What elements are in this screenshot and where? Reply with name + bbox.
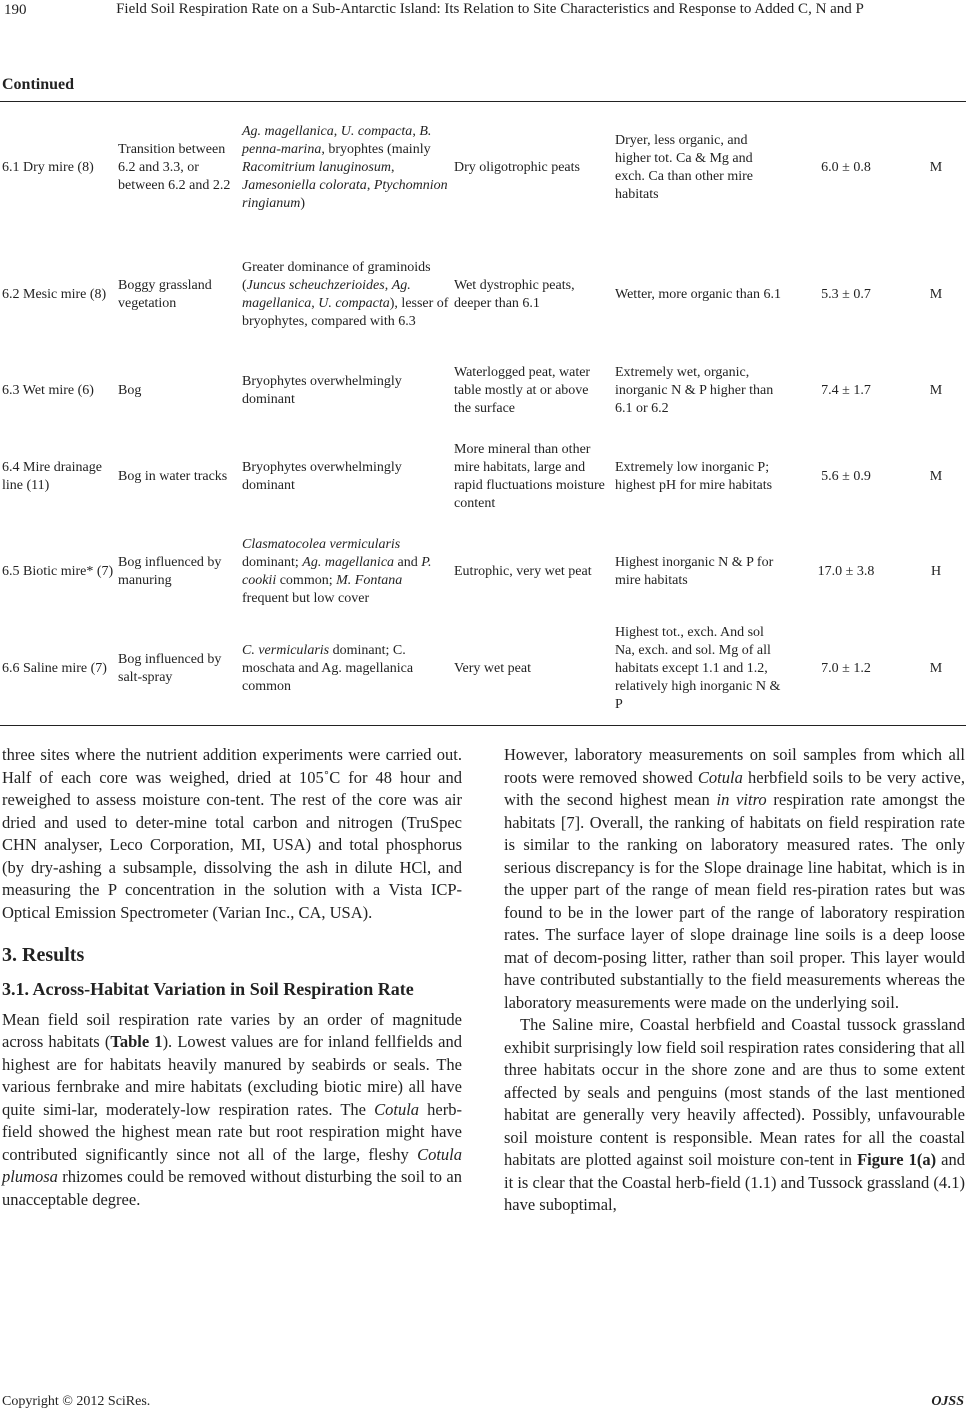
cell-vegetation: Bryophytes overwhelmingly dominant [242, 374, 402, 407]
cell-chemistry: Dryer, less organic, and higher tot. Ca & Mg and exch. Ca than other mire habitats [615, 132, 754, 202]
cell-class: M [929, 661, 943, 676]
cell-vegetation: Greater dominance of graminoids (Juncus scheuchzerioides, Ag. magellanica, U. compacta), lesser of bryophytes, compared with 6.3 [242, 260, 449, 329]
paragraph: The Saline mire, Coastal herbfield and Coastal tussock grassland exhibit surprisingly low field soil respiration rates considering that all three habitats occur in the shore zone and are thus to some extent affected by seals and penguins (most stands of the last mentioned habitat are generally very heavily affected). Possibly, unfavourable soil moisture content is responsible. Mean rates for all the coastal habitats are plotted against soil moisture con-tent in Figure 1(a) and it is clear that the Coastal herb-field (1.1) and Tussock grassland (4.1) have suboptimal, [504, 1015, 965, 1214]
table-row [0, 530, 966, 614]
cell-soil: More mineral than other mire habitats, large and rapid fluctuations moisture content [454, 442, 605, 511]
cell-vegetation: C. vermicularis dominant; C. moschata and Ag. magellanica common [242, 643, 414, 694]
cell-chemistry: Highest inorganic N & P for mire habitats [615, 555, 774, 588]
cell-rate: 5.6 ± 0.9 [821, 469, 871, 484]
cell-habitat: 6.3 Wet mire (6) [2, 383, 94, 398]
cell-rate: 5.3 ± 0.7 [821, 287, 871, 302]
cell-rate: 7.0 ± 1.2 [821, 661, 871, 676]
cell-class: H [930, 564, 942, 579]
cell-rate: 7.4 ± 1.7 [821, 383, 871, 398]
cell-soil: Waterlogged peat, water table mostly at or above the surface [454, 365, 591, 416]
table-bottom-rule [0, 725, 966, 726]
cell-rate: 6.0 ± 0.8 [821, 159, 871, 175]
cell-habitat: 6.1 Dry mire (8) [2, 159, 94, 175]
paragraph: However, laboratory measurements on soil samples from which all roots were removed showed Cotula herbfield soils to be very active, with the second highest mean in vitro respiration rate amongst the habitats [7]. Overall, the ranking of habitats on field respiration rate is similar to the ranking on laboratory measured rates. The only serious discrepancy is for the Slope drainage line habitat, which is in the upper part of the range of mean field res-piration rates but was found to be in the lower part of the range of laboratory respiration rates. The surface layer of slope drainage line soils is a deep loose mat of decom-posing litter, rather than soil proper. This layer would have contributed substantially to the field measurements whereas the laboratory measurements were made on the underlying soil. [504, 745, 965, 1012]
cell-soil: Wet dystrophic peats, deeper than 6.1 [454, 278, 575, 311]
table-row [0, 427, 966, 527]
cell-description: Bog influenced by manuring [118, 555, 222, 588]
cell-vegetation: Clasmatocolea vermicularis dominant; Ag. magellanica and P. cookii common; M. Fontana frequent but low cover [242, 537, 432, 606]
cell-class: M [929, 383, 943, 398]
page-number: 190 [4, 2, 27, 18]
cell-description: Boggy grassland vegetation [118, 278, 212, 311]
cell-soil: Very wet peat [454, 661, 531, 676]
table-row [0, 233, 966, 357]
cell-habitat: 6.6 Saline mire (7) [2, 661, 107, 676]
running-title: Field Soil Respiration Rate on a Sub-Antarctic Island: Its Relation to Site Characteristics and Response to Added C, N and P [116, 1, 864, 17]
body-column-right [504, 744, 965, 1217]
cell-vegetation: Ag. magellanica, U. compacta, B. penna-marina, bryophtes (mainly Racomitrium lanuginosum, Jamesoniella colorata, Ptychomnion ringianum) [242, 123, 448, 211]
section-heading: 3. Results [2, 944, 85, 966]
cell-vegetation: Bryophytes overwhelmingly dominant [242, 460, 402, 493]
subsection-heading: 3.1. Across-Habitat Variation in Soil Respiration Rate [2, 978, 414, 999]
paragraph: three sites where the nutrient addition experiments were carried out. Half of each core was weighed, dried at 105˚C for 48 hour and reweighed to assess moisture con-tent. The rest of the core was air dried and used to deter-mine total carbon and nitrogen (TruSpec CHN analyser, Leco Corporation, MI, USA) and total phosphorus (by dry-ashing a subsample, dissolving the ash in dilute HCl, and measuring the P concentration in the solution with a Vista ICP-Optical Emission Spectrometer (Varian Inc., CA, USA). [2, 745, 462, 922]
cell-chemistry: Extremely wet, organic, inorganic N & P higher than 6.1 or 6.2 [615, 365, 774, 416]
table-row [0, 359, 966, 423]
table-continued-label: Continued [2, 76, 75, 93]
paragraph: Mean field soil respiration rate varies by an order of magnitude across habitats (Table 1). Lowest values are for inland fellfields and highest are for habitats heavily manured by seabirds or seals. The various fernbrake and mire habitats (excluding biotic mire) all have quite simi-lar, moderately-low respiration rates. The Cotula herb-field showed the highest mean rate but root respiration might have contributed significantly since not all of the large, fleshy Cotula plumosa rhizomes could be removed without disturbing the soil to an unacceptable degree. [2, 1009, 462, 1209]
body-column-left [2, 744, 462, 1211]
cell-chemistry: Wetter, more organic than 6.1 [615, 287, 781, 302]
cell-habitat: 6.2 Mesic mire (8) [2, 287, 107, 302]
cell-chemistry: Highest tot., exch. And sol Na, exch. and sol. Mg of all habitats except 1.1 and 1.2, relatively high inorganic N & P [615, 625, 781, 712]
cell-habitat: 6.4 Mire drainage line (11) [2, 460, 102, 493]
cell-soil: Eutrophic, very wet peat [454, 564, 592, 579]
cell-class: M [929, 287, 943, 302]
cell-description: Transition between 6.2 and 3.3, or between 6.2 and 2.2 [118, 141, 231, 193]
cell-soil: Dry oligotrophic peats [454, 159, 580, 175]
cell-chemistry: Extremely low inorganic P; highest pH for mire habitats [615, 460, 773, 493]
cell-habitat: 6.5 Biotic mire* (7) [2, 564, 114, 579]
cell-description: Bog influenced by salt-spray [118, 652, 222, 685]
cell-description: Bog [118, 383, 142, 398]
footer-journal: OJSS [931, 1394, 964, 1409]
table-top-rule [0, 101, 966, 102]
cell-description: Bog in water tracks [118, 469, 228, 484]
cell-rate: 17.0 ± 3.8 [817, 564, 875, 579]
footer-copyright: Copyright © 2012 SciRes. [2, 1394, 151, 1409]
cell-class: M [929, 159, 943, 175]
table-row [0, 104, 966, 231]
table-row [0, 614, 966, 724]
cell-class: M [929, 469, 943, 484]
